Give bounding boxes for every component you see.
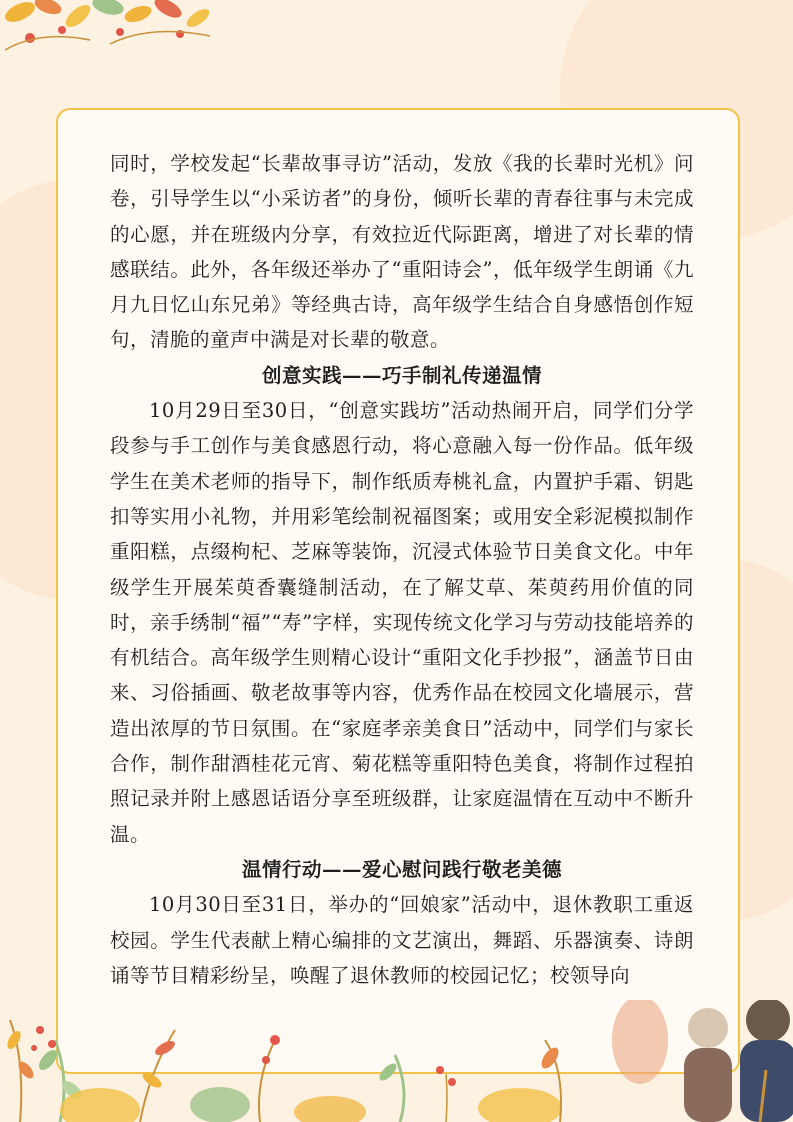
section-heading: 创意实践——巧手制礼传递温情 bbox=[261, 363, 542, 387]
plants-decoration-bottom bbox=[0, 1000, 793, 1122]
paragraph: 10月30日至31日，举办的“回娘家”活动中，退休教职工重返校园。学生代表献上精心编排的文艺演出，舞蹈、乐器演奏、诗朗诵等节目精彩纷呈，唤醒了退休教师的校园记忆；校领导向 bbox=[110, 893, 694, 987]
paragraph: 同时，学校发起“长辈故事寻访”活动，发放《我的长辈时光机》问卷，引导学生以“小采访者”的身份，倾听长辈的青春往事与未完成的心愿，并在班级内分享，有效拉近代际距离，增进了对长辈的情感联结。此外，各年级还举办了“重阳诗会”，低年级学生朗诵《九月九日忆山东兄弟》等经典古诗，高年级学生结合自身感悟创作短句，清脆的童声中满是对长辈的敬意。 bbox=[110, 152, 694, 352]
document-body bbox=[110, 146, 694, 993]
leaves-decoration-top bbox=[0, 0, 230, 60]
paragraph: 10月29日至30日，“创意实践坊”活动热闹开启，同学们分学段参与手工创作与美食感恩行动，将心意融入每一份作品。低年级学生在美术老师的指导下，制作纸质寿桃礼盒，内置护手霜、钥匙扣等实用小礼物，并用彩笔绘制祝福图案；或用安全彩泥模拟制作重阳糕，点缀枸杞、芝麻等装饰，沉浸式体验节日美食文化。中年级学生开展茱萸香囊缝制活动，在了解艾草、茱萸药用价值的同时，亲手绣制“福”“寿”字样，实现传统文化学习与劳动技能培养的有机结合。高年级学生则精心设计“重阳文化手抄报”，涵盖节日由来、习俗插画、敬老故事等内容，优秀作品在校园文化墙展示，营造出浓厚的节日氛围。在“家庭孝亲美食日”活动中，同学们与家长合作，制作甜酒桂花元宵、菊花糕等重阳特色美食，将制作过程拍照记录并附上感恩话语分享至班级群，让家庭温情在互动中不断升温。 bbox=[110, 399, 694, 846]
content-card bbox=[56, 108, 740, 1074]
section-heading: 温情行动——爱心慰问践行敬老美德 bbox=[241, 857, 562, 881]
